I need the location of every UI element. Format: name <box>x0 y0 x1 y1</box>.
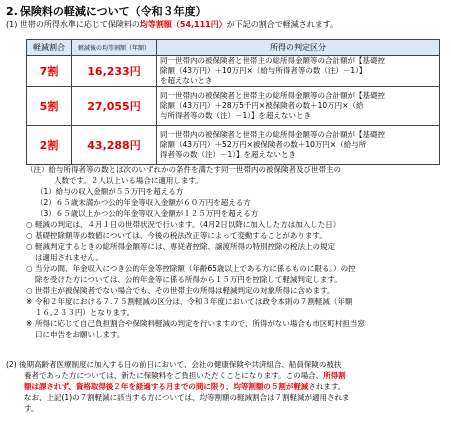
note-line: （注）給与所得者等の数とは次のいずれかの条件を満たす同一世帯内の被保険者及び世帯主の <box>26 165 341 174</box>
note-line: 基礎控除額等の数値については、今後の税法改正等によって変動することがあります。 <box>35 231 327 240</box>
kome-mark-icon: ※ <box>26 319 33 328</box>
table-row <box>27 87 440 126</box>
reduction-intro <box>6 19 338 30</box>
condition-line: 除額（43万円）＋10万円×（給与所得者等の数（注）－1）】 <box>160 66 367 75</box>
note-line: １６,２３３円）となります。 <box>35 308 135 317</box>
rate-cell: 5割 <box>27 87 72 126</box>
header-amount: 軽減後の均等割額（年額） <box>72 40 157 56</box>
note-line: 所得に応じて自己負担割合や保険料軽減の判定を行いますので、所得がない場合も市区町村担当窓 <box>35 319 365 328</box>
notes-block <box>26 164 446 340</box>
note-line: 人数です。２人以上いる場合に適用します。 <box>54 176 203 185</box>
rate-cell: 7割 <box>27 56 72 87</box>
section-title-text: 保険料の軽減について（令和３年度） <box>19 5 207 18</box>
para-highlight: 額は課されず、資格取得後２年を経過する月までの間に限り、均等割額の５割が軽減 <box>24 382 309 391</box>
condition-cell <box>157 87 440 126</box>
note-line: 軽減の判定は、４月１日の世帯状況で行います。（4月2日以降に加入した方は加入した日） <box>35 220 341 229</box>
condition-cell <box>157 56 440 87</box>
circle-bullet-icon: ○ <box>26 231 33 240</box>
para-line: す。 <box>24 404 39 413</box>
section-title <box>6 3 207 19</box>
para-line: (2) 後期高齢者医療制度に加入する日の前日において、会社の健康保険や共済組合、船員保険の被扶 <box>6 360 342 369</box>
note-line: 口に申告をお願いします。 <box>35 330 125 339</box>
para-text: されます。 <box>308 382 346 391</box>
circle-bullet-icon: ○ <box>26 286 33 295</box>
note-line: 令和２年度における７.７５割軽減の区分は、令和３年度においては政令本則の７割軽減（年額 <box>35 297 353 306</box>
section-2-paragraph <box>6 359 446 414</box>
kome-mark-icon: ※ <box>26 297 33 306</box>
circle-bullet-icon: ○ <box>26 264 33 273</box>
rate-cell: 2割 <box>27 126 72 165</box>
para-line: なお、上記(1)の７割軽減に該当する方については、均等割額の軽減割合は７割軽減が適用されま <box>24 393 350 402</box>
circle-bullet-icon: ○ <box>26 242 33 251</box>
header-condition: 所得の判定区分 <box>157 40 440 56</box>
note-line: 世帯主が被保険者でない場合でも、その世帯主の所得は軽減判定の対象所得に含めます。 <box>35 286 335 295</box>
reduction-table <box>26 39 440 165</box>
table-header-row <box>27 40 440 56</box>
condition-line: 同一世帯内の被保険者と世帯主の総所得金額等の合計額が【基礎控 <box>160 56 385 65</box>
condition-line: 除額（43万円）＋52万円×被保険者の数＋10万円×（給与所 <box>160 140 367 149</box>
header-rate: 軽減割合 <box>27 40 72 56</box>
condition-line: 同一世帯内の被保険者と世帯主の総所得金額等の合計額が【基礎控 <box>160 130 385 139</box>
para-line <box>6 381 446 392</box>
table-row <box>27 126 440 165</box>
note-line: （2）６５歳未満かつ公的年金等収入金額が６０万円を超える方 <box>36 198 251 207</box>
condition-line: 得者等の数（注）－1）】を超えないとき <box>160 150 297 159</box>
note-line: （1）給与の収入金額が５５万円を超える方 <box>36 187 184 196</box>
condition-line: 同一世帯内の被保険者と世帯主の総所得金額等の合計額が【基礎控 <box>160 91 385 100</box>
amount-cell: 16,233円 <box>72 56 157 87</box>
condition-cell <box>157 126 440 165</box>
condition-line: を超えないとき <box>160 76 213 85</box>
intro-highlight: 均等割額（54,111円） <box>139 20 227 29</box>
para-line <box>6 370 446 381</box>
amount-cell: 43,288円 <box>72 126 157 165</box>
para-text: 養者であった方については、新たに保険料をご負担いただくことになります。この場合、 <box>24 371 324 380</box>
intro-prefix: (1) 世帯の所得水準に応じて保険料の <box>6 20 140 29</box>
note-line: 当分の間、年金収入につき公的年金等控除額（年齢65歳以上である方に係るものに限る。）の控 <box>35 264 356 273</box>
condition-line: 与所得者等の数（注）－1）】を超えないとき <box>160 111 312 120</box>
para-highlight: 所得割 <box>323 371 346 380</box>
amount-cell: 27,055円 <box>72 87 157 126</box>
circle-bullet-icon: ○ <box>26 220 33 229</box>
intro-suffix: が下記の割合で軽減されます。 <box>226 20 339 29</box>
condition-line: 除額（43万円）＋28万5千円×被保険者の数＋10万円×（給 <box>160 101 364 110</box>
note-line: は適用されません。 <box>35 253 103 262</box>
table-row <box>27 56 440 87</box>
note-line: （3）６５歳以上かつ公的年金等収入金額が１２５万円を超える方 <box>36 209 259 218</box>
section-number: 2. <box>6 5 18 18</box>
note-line: 軽減判定するときの総所得金額等には、専従者控除、譲渡所得の特別控除の税法上の規定 <box>35 242 335 251</box>
note-line: 除を受けた方については、公的年金等に係る所得から１５万円を控除して軽減判定します。 <box>35 275 342 284</box>
